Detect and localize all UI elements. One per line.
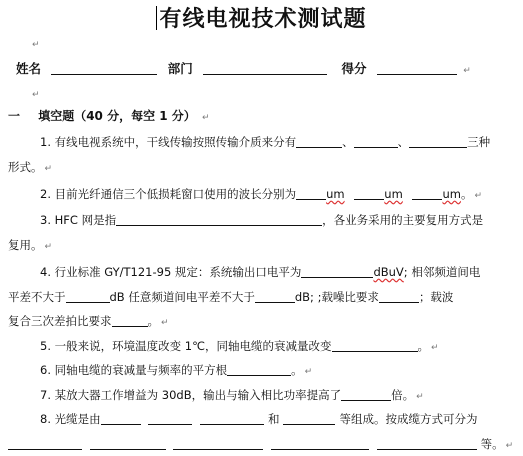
q4-text-5: dB; ;载噪比要求	[294, 290, 379, 304]
blank[interactable]	[283, 412, 335, 425]
question-4	[40, 264, 480, 280]
section-heading	[8, 107, 210, 124]
q5-end: 。	[417, 339, 430, 353]
q2-unit: um	[384, 187, 403, 201]
score-field[interactable]	[377, 62, 457, 75]
q4-text-6: ；载波	[418, 290, 454, 304]
q3-text: 3. HFC 网是指	[40, 213, 117, 227]
title-text: 有线电视技术测试题	[159, 6, 367, 32]
q1-text: 1. 有线电视系统中，干线传输按照传输介质来分有	[40, 135, 297, 149]
paragraph-mark: ↵	[474, 191, 482, 201]
q8-text-2: 等组成。按成缆方式可分为	[339, 412, 478, 426]
blank[interactable]	[173, 437, 263, 450]
q4-text-2: ; 相邻频道间电	[403, 265, 481, 279]
q1-text-end: 三种	[467, 135, 491, 149]
question-1	[40, 134, 490, 150]
blank[interactable]	[112, 314, 148, 327]
q5-text: 5. 一般来说，环境温度改变 1℃，同轴电缆的衰减量改变	[40, 339, 332, 353]
blank[interactable]	[332, 339, 418, 352]
paragraph-mark: ↵	[416, 392, 424, 402]
header-row	[16, 59, 471, 77]
blank[interactable]	[227, 363, 291, 376]
q4-text-3: 平差不大于	[8, 290, 66, 304]
q3-text-cont: 复用。	[8, 238, 43, 252]
q6-text: 6. 同轴电缆的衰减量与频率的平方根	[40, 363, 228, 377]
question-1-cont	[8, 159, 52, 175]
q2-end: 。	[460, 187, 473, 201]
blank[interactable]	[271, 437, 369, 450]
blank[interactable]	[354, 187, 384, 200]
q4-text-7: 复合三次差拍比要求	[8, 314, 112, 328]
paragraph-mark: ↵	[304, 367, 313, 377]
name-field[interactable]	[51, 62, 157, 75]
paragraph-mark: ↵	[44, 242, 53, 252]
question-2	[40, 186, 482, 202]
q2-unit: um	[326, 187, 345, 201]
blank[interactable]	[148, 412, 192, 425]
question-8-cont	[8, 436, 513, 452]
blank-line	[30, 36, 40, 50]
q8-text: 8. 光缆是由	[40, 412, 101, 426]
section-title: 填空题（40 分，每空 1 分）	[38, 109, 196, 123]
blank[interactable]	[116, 213, 322, 226]
blank[interactable]	[255, 290, 295, 303]
question-6	[40, 362, 312, 378]
blank[interactable]	[379, 290, 419, 303]
paragraph-mark: ↵	[32, 40, 40, 50]
blank[interactable]	[409, 135, 467, 148]
q4-text-4: dB 任意频道间电平差不大于	[109, 290, 255, 304]
paragraph-mark: ↵	[505, 441, 514, 451]
blank[interactable]	[66, 290, 110, 303]
page-title	[0, 2, 523, 33]
blank[interactable]	[341, 388, 391, 401]
q4-end: 。	[147, 314, 159, 328]
blank[interactable]	[90, 437, 166, 450]
q4-unit: dBuV	[373, 265, 404, 279]
q8-end: 等。	[480, 437, 504, 451]
text-cursor	[156, 6, 157, 30]
blank[interactable]	[301, 265, 373, 278]
blank[interactable]	[101, 412, 141, 425]
blank[interactable]	[8, 437, 82, 450]
blank[interactable]	[354, 135, 398, 148]
q1-sep: 、	[342, 135, 354, 149]
blank[interactable]	[412, 187, 442, 200]
q4-text: 4. 行业标准 GY/T121-95 规定：系统输出口电平为	[40, 265, 302, 279]
q7-end: 倍。	[391, 388, 415, 402]
section-number: 一	[8, 109, 21, 123]
paragraph-mark: ↵	[161, 318, 169, 328]
question-3-cont	[8, 237, 52, 253]
question-8	[40, 411, 477, 427]
paragraph-mark: ↵	[32, 90, 40, 100]
blank[interactable]	[200, 412, 264, 425]
q7-text: 7. 某放大器工作增益为 30dB，输出与输入相比功率提高了	[40, 388, 342, 402]
q1-sep: 、	[397, 135, 410, 149]
paragraph-mark: ↵	[44, 164, 53, 174]
q1-text-cont: 形式。	[8, 160, 43, 174]
dept-label: 部门	[167, 61, 193, 76]
q2-unit: um	[442, 187, 461, 201]
blank[interactable]	[296, 187, 326, 200]
question-5	[40, 338, 439, 354]
paragraph-mark: ↵	[201, 113, 210, 123]
question-3	[40, 212, 483, 228]
question-7	[40, 387, 424, 403]
q2-text: 2. 目前光纤通信三个低损耗窗口使用的波长分别为	[40, 187, 297, 201]
q6-end: 。	[291, 363, 303, 377]
q3-text-mid: ，各业务采用的主要复用方式是	[322, 213, 484, 227]
blank-line	[30, 86, 40, 100]
score-label: 得分	[341, 61, 367, 76]
question-4-cont	[8, 289, 453, 305]
dept-field[interactable]	[203, 62, 327, 75]
paragraph-mark: ↵	[463, 66, 471, 76]
q8-and: 和	[267, 412, 280, 426]
paragraph-mark: ↵	[431, 343, 439, 353]
blank[interactable]	[377, 437, 477, 450]
name-label: 姓名	[16, 61, 42, 76]
blank[interactable]	[296, 135, 342, 148]
question-4-cont2	[8, 313, 169, 329]
